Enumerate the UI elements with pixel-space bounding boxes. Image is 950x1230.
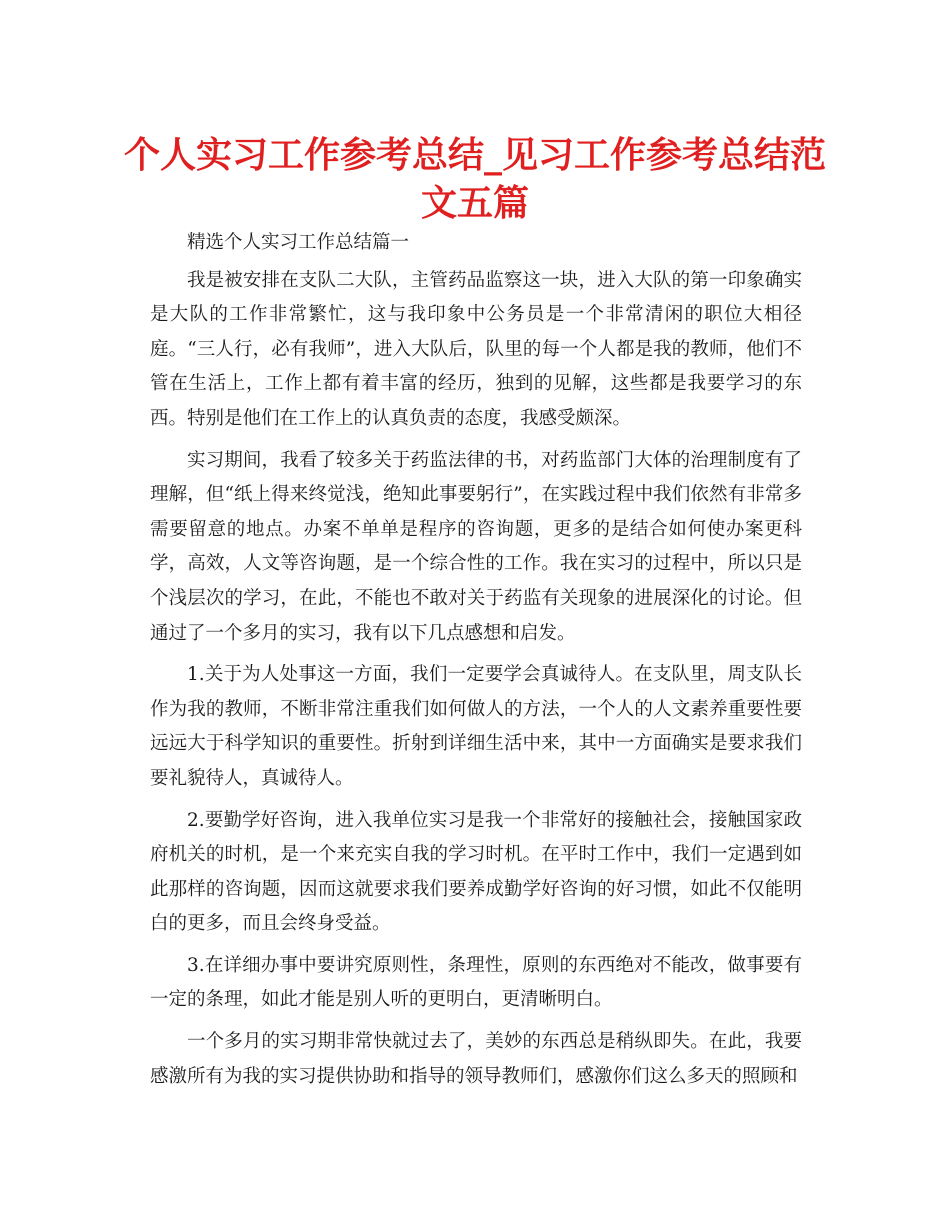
paragraph: 我是被安排在支队二大队，主管药品监察这一块，进入大队的第一印象确实是大队的工作非常繁忙，这与我印象中公务员是一个非常清闲的职位大相径庭。“三人行，必有我师”，进入大队后，队里的每一个人都是我的教师，他们不管在生活上，工作上都有着丰富的经历，独到的见解，这些都是我要学习的东西。特别是他们在工作上的认真负责的态度，我感受颇深。 — [150, 269, 802, 429]
paragraph: 2.要勤学好咨询，进入我单位实习是我一个非常好的接触社会，接触国家政府机关的时机，是一个来充实自我的学习时机。在平时工作中，我们一定遇到如此那样的咨询题，因而这就要求我们要养成勤学好咨询的好习惯，如此不仅能明白的更多，而且会终身受益。 — [150, 809, 802, 935]
paragraph: 1.关于为人处事这一方面，我们一定要学会真诚待人。在支队里，周支队长作为我的教师，不断非常注重我们如何做人的方法，一个人的人文素养重要性要远远大于科学知识的重要性。折射到详细生活中来，其中一方面确实是要求我们要礼貌待人，真诚待人。 — [150, 664, 802, 789]
paragraph: 实习期间，我看了较多关于药监法律的书，对药监部门大体的治理制度有了理解，但“纸上得来终觉浅，绝知此事要躬行”，在实践过程中我们依然有非常多需要留意的地点。办案不单单是程序的咨询题，更多的是结合如何使办案更科学，高效，人文等咨询题，是一个综合性的工作。我在实习的过程中，所以只是个浅层次的学习，在此，不能也不敢对关于药监有关现象的进展深化的讨论。但通过了一个多月的实习，我有以下几点感想和启发。 — [150, 449, 802, 644]
paragraph: 3.在详细办事中要讲究原则性，条理性，原则的东西绝对不能改，做事要有一定的条理，如此才能是别人听的更明白，更清晰明白。 — [150, 954, 802, 1011]
paragraph: 一个多月的实习期非常快就过去了，美妙的东西总是稍纵即失。在此，我要感激所有为我的实习提供协助和指导的领导教师们，感激你们这么多天的照顾和 — [150, 1031, 802, 1087]
section-heading: 精选个人实习工作总结篇一 — [187, 232, 410, 253]
document-title: 个人实习工作参考总结_见习工作参考总结范文五篇 — [123, 135, 826, 224]
document-body — [150, 226, 802, 1101]
